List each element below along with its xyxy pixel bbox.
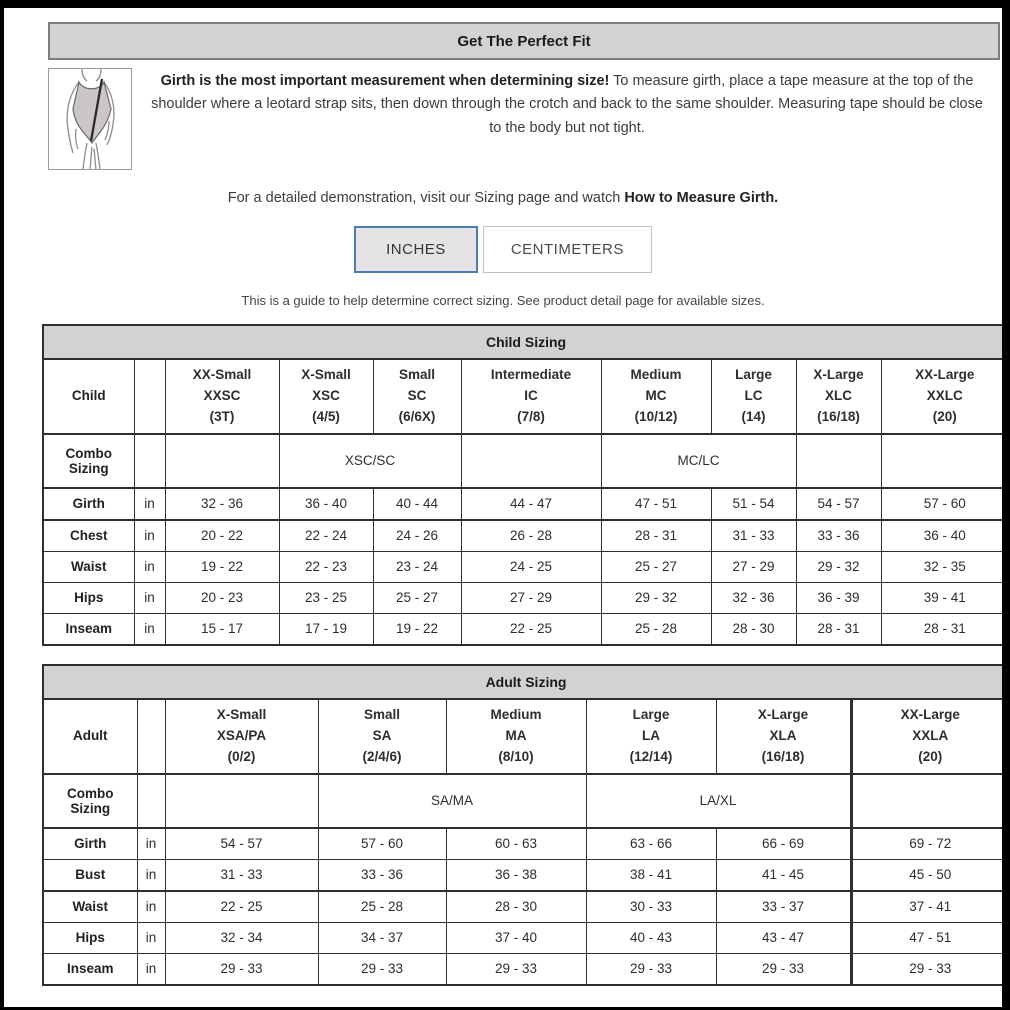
unit-cell: in	[137, 891, 165, 923]
child-sizing-table	[42, 324, 1002, 646]
measurement-label-cell: Waist	[43, 891, 137, 923]
size-header-line: Small	[398, 367, 436, 382]
size-header-line: (8/10)	[498, 748, 534, 764]
measurement-value-cell: 32 - 36	[165, 488, 279, 520]
size-column-header	[165, 359, 279, 434]
size-header-line: (3T)	[209, 408, 235, 424]
size-column-header	[851, 699, 1002, 774]
unit-cell: in	[134, 582, 165, 613]
measurement-value-cell: 32 - 35	[881, 551, 1002, 582]
unit-cell: in	[134, 551, 165, 582]
measurement-value-cell: 41 - 45	[716, 859, 851, 891]
measurement-value-cell: 29 - 33	[851, 953, 1002, 985]
size-header-line: (16/18)	[761, 748, 805, 764]
size-header-line: XSC	[312, 387, 340, 403]
size-header-line: XLC	[825, 387, 852, 403]
table-title-row	[43, 325, 1002, 359]
size-header-line: (20)	[918, 748, 943, 764]
measurement-value-cell: 29 - 33	[586, 953, 716, 985]
size-column-header	[373, 359, 461, 434]
combo-size-cell	[851, 774, 1002, 828]
measurement-row	[43, 828, 1002, 860]
leotard-girth-icon	[49, 69, 131, 169]
combo-label-cell	[43, 774, 137, 828]
size-header-line: SC	[407, 387, 427, 403]
measurement-value-cell: 29 - 33	[716, 953, 851, 985]
combo-size-cell: MC/LC	[601, 434, 796, 488]
measurement-value-cell: 45 - 50	[851, 859, 1002, 891]
measurement-row	[43, 953, 1002, 985]
combo-size-cell: XSC/SC	[279, 434, 461, 488]
measurement-value-cell: 27 - 29	[461, 582, 601, 613]
size-header-row	[43, 359, 1002, 434]
measurement-value-cell: 33 - 37	[716, 891, 851, 923]
size-header-line: Medium	[490, 706, 542, 722]
demo-paragraph	[4, 190, 1002, 206]
measurement-value-cell: 29 - 33	[165, 953, 318, 985]
measurement-label-cell: Chest	[43, 520, 134, 552]
measurement-value-cell: 36 - 38	[446, 859, 586, 891]
size-header-line: (6/6X)	[398, 408, 436, 424]
table-title: Child Sizing	[43, 325, 1002, 359]
demo-prefix-text: For a detailed demonstration, visit our Sizing page and watch	[227, 190, 625, 206]
size-header-line: Large	[735, 367, 772, 382]
unit-cell: in	[134, 520, 165, 552]
measurement-value-cell: 66 - 69	[716, 828, 851, 860]
combo-label-line: Sizing	[68, 460, 109, 476]
measurement-value-cell: 25 - 28	[318, 891, 446, 923]
measurement-value-cell: 25 - 27	[373, 582, 461, 613]
measurement-label-cell: Hips	[43, 582, 134, 613]
measurement-value-cell: 43 - 47	[716, 922, 851, 953]
measurement-value-cell: 57 - 60	[881, 488, 1002, 520]
measurement-value-cell: 54 - 57	[796, 488, 881, 520]
combo-size-cell	[165, 434, 279, 488]
size-header-line: (12/14)	[629, 748, 673, 764]
unit-combo-cell	[137, 774, 165, 828]
combo-label-line: Combo	[65, 445, 112, 461]
size-column-header	[586, 699, 716, 774]
measurement-value-cell: 47 - 51	[601, 488, 711, 520]
combo-size-cell	[461, 434, 601, 488]
measurement-value-cell: 17 - 19	[279, 613, 373, 645]
centimeters-button[interactable]: CENTIMETERS	[483, 226, 652, 273]
combo-sizing-row	[43, 434, 1002, 488]
size-column-header	[279, 359, 373, 434]
measurement-row	[43, 613, 1002, 645]
size-header-line: (7/8)	[517, 408, 545, 424]
measurement-row	[43, 520, 1002, 552]
measurement-value-cell: 26 - 28	[461, 520, 601, 552]
size-column-header	[711, 359, 796, 434]
measurement-row	[43, 551, 1002, 582]
intro-section	[48, 68, 996, 170]
unit-cell: in	[134, 613, 165, 645]
measurement-value-cell: 36 - 39	[796, 582, 881, 613]
sizing-note: This is a guide to help determine correct sizing. See product detail page for available sizes.	[241, 293, 765, 308]
size-header-line: SA	[372, 727, 392, 743]
size-header-line: (10/12)	[634, 408, 678, 424]
measurement-value-cell: 37 - 40	[446, 922, 586, 953]
measurement-value-cell: 24 - 26	[373, 520, 461, 552]
measurement-label-cell: Inseam	[43, 613, 134, 645]
measurement-row	[43, 582, 1002, 613]
measurement-value-cell: 23 - 25	[279, 582, 373, 613]
measurement-value-cell: 29 - 32	[601, 582, 711, 613]
size-column-header	[796, 359, 881, 434]
measurement-value-cell: 29 - 32	[796, 551, 881, 582]
measurement-value-cell: 36 - 40	[881, 520, 1002, 552]
intro-paragraph	[132, 68, 996, 140]
measurement-value-cell: 36 - 40	[279, 488, 373, 520]
measurement-label-cell: Bust	[43, 859, 137, 891]
measurement-value-cell: 38 - 41	[586, 859, 716, 891]
measurement-label-cell: Hips	[43, 922, 137, 953]
unit-toggle	[4, 226, 1002, 273]
measurement-value-cell: 22 - 25	[165, 891, 318, 923]
unit-cell: in	[137, 828, 165, 860]
size-header-line: IC	[524, 387, 538, 403]
size-column-header	[461, 359, 601, 434]
combo-label-line: Combo	[67, 785, 114, 801]
measurement-row	[43, 891, 1002, 923]
size-header-line: XXSC	[203, 387, 241, 403]
measurement-label-cell: Girth	[43, 488, 134, 520]
intro-body-text: To measure girth, place a tape measure at the top of the shoulder where a leotard strap sits, then down through the crotch and back to the same shoulder. Measuring tape should be close to the body but not tight.	[151, 73, 983, 136]
measurement-value-cell: 28 - 30	[446, 891, 586, 923]
measurement-value-cell: 40 - 44	[373, 488, 461, 520]
measurement-value-cell: 37 - 41	[851, 891, 1002, 923]
size-header-line: (16/18)	[817, 408, 860, 424]
size-header-line: XX-Large	[915, 367, 975, 382]
size-header-line: (4/5)	[312, 408, 340, 424]
size-header-line: XXLA	[912, 727, 949, 743]
measurement-value-cell: 33 - 36	[318, 859, 446, 891]
measurement-value-cell: 39 - 41	[881, 582, 1002, 613]
measurement-value-cell: 30 - 33	[586, 891, 716, 923]
measurement-value-cell: 69 - 72	[851, 828, 1002, 860]
measurement-value-cell: 32 - 36	[711, 582, 796, 613]
measurement-value-cell: 20 - 22	[165, 520, 279, 552]
size-header-line: X-Small	[301, 367, 351, 382]
size-header-line: Large	[632, 706, 670, 722]
measurement-row	[43, 922, 1002, 953]
size-header-row	[43, 699, 1002, 774]
size-column-header	[446, 699, 586, 774]
size-header-line: LA	[642, 727, 660, 743]
size-header-line: MC	[645, 387, 667, 403]
size-header-line: (0/2)	[227, 748, 256, 764]
measurement-value-cell: 22 - 24	[279, 520, 373, 552]
size-header-line: XX-Large	[900, 706, 960, 722]
size-header-line: (14)	[741, 408, 766, 424]
measurement-value-cell: 19 - 22	[165, 551, 279, 582]
measurement-value-cell: 22 - 23	[279, 551, 373, 582]
size-column-header	[601, 359, 711, 434]
size-column-header	[165, 699, 318, 774]
measurement-value-cell: 29 - 33	[446, 953, 586, 985]
size-header-line: (2/4/6)	[362, 748, 402, 764]
measurement-value-cell: 28 - 31	[881, 613, 1002, 645]
size-header-line: Small	[363, 706, 401, 722]
intro-lead-bold: Girth is the most important measurement when determining size!	[160, 73, 610, 89]
measurement-value-cell: 54 - 57	[165, 828, 318, 860]
leotard-figure	[48, 68, 132, 170]
inches-button[interactable]: INCHES	[354, 226, 478, 273]
measurement-value-cell: 40 - 43	[586, 922, 716, 953]
size-column-header	[716, 699, 851, 774]
unit-header-cell	[137, 699, 165, 774]
measurement-value-cell: 28 - 31	[796, 613, 881, 645]
page-content	[4, 8, 1002, 1007]
group-label-cell: Adult	[43, 699, 137, 774]
size-header-line: XSA/PA	[216, 727, 267, 743]
measurement-value-cell: 28 - 30	[711, 613, 796, 645]
combo-size-cell: SA/MA	[318, 774, 586, 828]
measurement-value-cell: 19 - 22	[373, 613, 461, 645]
size-header-line: Medium	[630, 367, 682, 382]
measurement-value-cell: 60 - 63	[446, 828, 586, 860]
measurement-value-cell: 34 - 37	[318, 922, 446, 953]
size-header-line: LC	[744, 387, 763, 403]
unit-cell: in	[137, 922, 165, 953]
unit-header-cell	[134, 359, 165, 434]
measurement-value-cell: 51 - 54	[711, 488, 796, 520]
unit-combo-cell	[134, 434, 165, 488]
size-header-line: X-Large	[757, 706, 809, 722]
size-column-header	[318, 699, 446, 774]
measurement-row	[43, 859, 1002, 891]
measurement-value-cell: 22 - 25	[461, 613, 601, 645]
measurement-value-cell: 44 - 47	[461, 488, 601, 520]
measurement-value-cell: 32 - 34	[165, 922, 318, 953]
measurement-label-cell: Girth	[43, 828, 137, 860]
measurement-value-cell: 25 - 28	[601, 613, 711, 645]
combo-size-cell	[881, 434, 1002, 488]
measurement-value-cell: 25 - 27	[601, 551, 711, 582]
measurement-value-cell: 31 - 33	[711, 520, 796, 552]
measurement-value-cell: 57 - 60	[318, 828, 446, 860]
combo-label-line: Sizing	[70, 800, 111, 816]
size-header-line: XLA	[769, 727, 797, 743]
measurement-label-cell: Waist	[43, 551, 134, 582]
combo-size-cell	[165, 774, 318, 828]
adult-sizing-table	[42, 664, 1002, 986]
measurement-value-cell: 15 - 17	[165, 613, 279, 645]
measurement-value-cell: 28 - 31	[601, 520, 711, 552]
demo-bold-text: How to Measure Girth.	[624, 190, 779, 206]
size-header-line: XXLC	[926, 387, 963, 403]
measurement-value-cell: 31 - 33	[165, 859, 318, 891]
size-column-header	[881, 359, 1002, 434]
measurement-value-cell: 27 - 29	[711, 551, 796, 582]
measurement-value-cell: 20 - 23	[165, 582, 279, 613]
group-label-cell: Child	[43, 359, 134, 434]
combo-size-cell	[796, 434, 881, 488]
combo-sizing-row	[43, 774, 1002, 828]
page-title	[48, 22, 1000, 60]
size-header-line: (20)	[932, 408, 957, 424]
combo-label-cell	[43, 434, 134, 488]
measurement-row	[43, 488, 1002, 520]
measurement-value-cell: 29 - 33	[318, 953, 446, 985]
size-header-line: XX-Small	[192, 367, 252, 382]
size-header-line: X-Large	[813, 367, 864, 382]
unit-cell: in	[134, 488, 165, 520]
size-header-line: Intermediate	[490, 367, 572, 382]
measurement-value-cell: 24 - 25	[461, 551, 601, 582]
measurement-value-cell: 47 - 51	[851, 922, 1002, 953]
unit-cell: in	[137, 953, 165, 985]
unit-cell: in	[137, 859, 165, 891]
measurement-value-cell: 63 - 66	[586, 828, 716, 860]
table-title-row	[43, 665, 1002, 699]
size-header-line: MA	[505, 727, 527, 743]
measurement-label-cell: Inseam	[43, 953, 137, 985]
size-header-line: X-Small	[216, 706, 267, 722]
table-title: Adult Sizing	[43, 665, 1002, 699]
combo-size-cell: LA/XL	[586, 774, 851, 828]
page-title-text: Get The Perfect Fit	[457, 32, 591, 50]
measurement-value-cell: 33 - 36	[796, 520, 881, 552]
measurement-value-cell: 23 - 24	[373, 551, 461, 582]
